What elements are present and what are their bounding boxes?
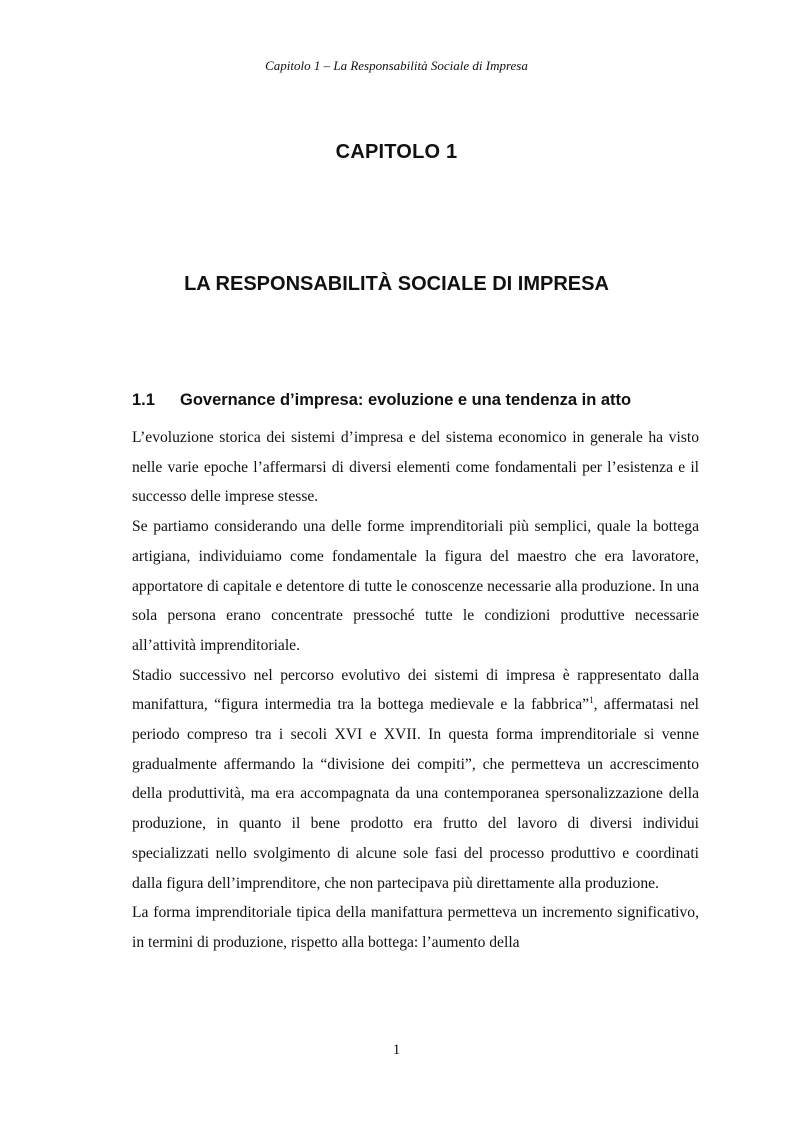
- footnote-reference[interactable]: 1: [589, 695, 594, 706]
- page-number: 1: [392, 1042, 401, 1058]
- chapter-number: CAPITOLO 1: [335, 141, 458, 163]
- chapter-title: LA RESPONSABILITÀ SOCIALE DI IMPRESA: [184, 273, 609, 295]
- paragraph: Se partiamo considerando una delle forme imprenditoriali più semplici, quale la bottega artigiana, individuiamo come fondamentale la figura del maestro che era lavoratore, apportatore di capitale e detentore di tutte le conoscenze necessarie alla produzione. In una sola persona erano concentrate pressoché tutte le condizioni produttive necessarie all’attività imprenditoriale.: [132, 518, 699, 654]
- section-title: Governance d’impresa: evoluzione e una tendenza in atto: [180, 391, 632, 409]
- paragraph-text: Stadio successivo nel percorso evolutivo dei sistemi di impresa è rappresentato dalla manifattura, “figura intermedia tra la bottega medievale e la fabbrica”: [132, 666, 699, 714]
- paragraph: L’evoluzione storica dei sistemi d’impresa e del sistema economico in generale ha visto nelle varie epoche l’affermarsi di diversi elementi come fondamentali per l’esistenza e il successo delle imprese stesse.: [132, 429, 699, 506]
- paragraph: [132, 661, 699, 899]
- paragraph-text: , affermatasi nel periodo compreso tra i secoli XVI e XVII. In questa forma imprenditoriale si venne gradualmente affermando la “divisione dei compiti”, che permetteva un accrescimento della produttività, ma era accompagnata da una contemporanea spersonalizzazione della produzione, in quanto il bene prodotto era frutto del lavoro di diversi individui specializzati nello svolgimento di alcune sole fasi del processo produttivo e coordinati dalla figura dell’imprenditore, che non partecipava più direttamente alla produzione.: [132, 696, 699, 892]
- paragraph: La forma imprenditoriale tipica della manifattura permetteva un incremento significativo, in termini di produzione, rispetto alla bottega: l’aumento della: [132, 904, 699, 951]
- section-number: 1.1: [132, 391, 155, 409]
- section-heading: [132, 391, 631, 410]
- body-text: [132, 423, 699, 958]
- running-header: Capitolo 1 – La Responsabilità Sociale di Impresa: [265, 58, 528, 73]
